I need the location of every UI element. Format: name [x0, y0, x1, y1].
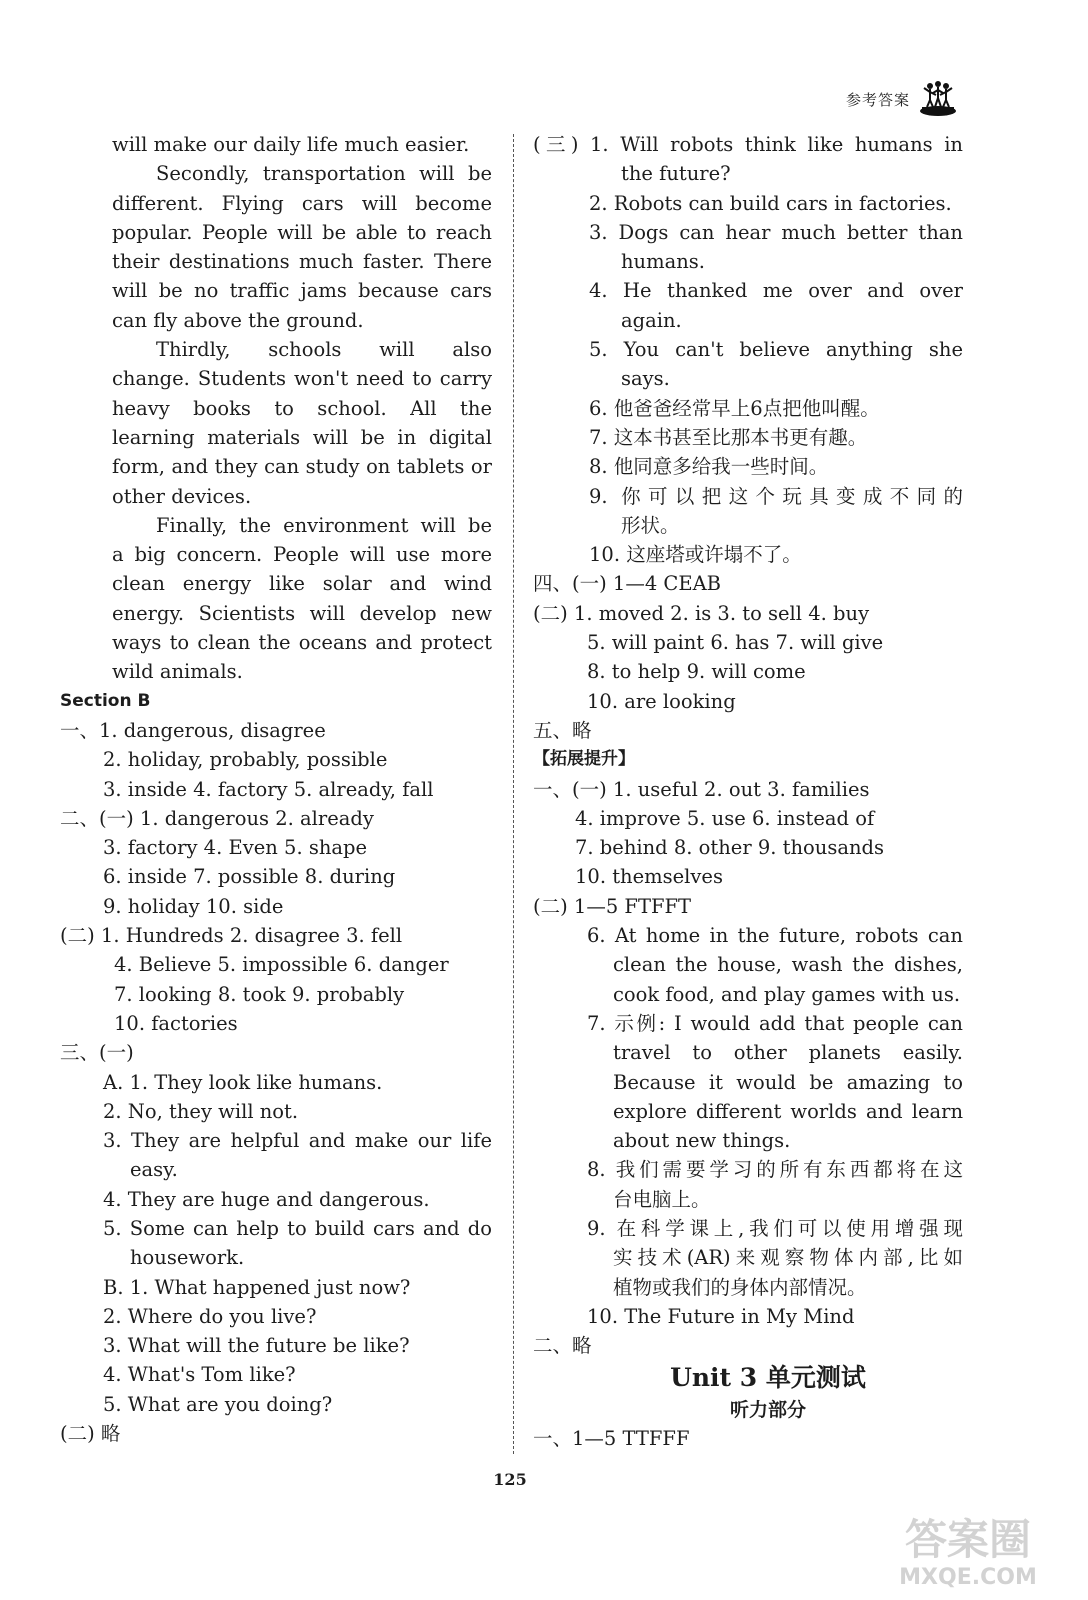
answer-line: clean energy like solar and wind: [112, 572, 492, 596]
answer-line: (二) 略: [60, 1422, 121, 1446]
answer-line: Secondly, transportation will be: [156, 162, 492, 186]
answer-line: again.: [621, 308, 682, 332]
answer-line: will be no traffic jams because cars: [112, 279, 492, 303]
answer-line: 3. factory 4. Even 5. shape: [103, 836, 368, 860]
answer-line: their destinations much faster. There: [112, 250, 492, 274]
answer-line: 一、1. dangerous, disagree: [60, 718, 326, 742]
answer-line: 2. holiday, probably, possible: [103, 748, 388, 772]
answer-line: 4. What's Tom like?: [103, 1363, 296, 1387]
answer-line: (二) 1. Hundreds 2. disagree 3. fell: [60, 924, 403, 948]
header-label: 参考答案: [845, 90, 910, 109]
answer-line: change. Students won't need to carry: [112, 367, 492, 391]
answer-line: B. 1. What happened just now?: [103, 1275, 411, 1299]
answer-line: energy. Scientists will develop new: [112, 601, 492, 625]
answer-line: 8. to help 9. will come: [587, 660, 806, 684]
answer-line: (二) 1—5 FTFFT: [533, 894, 692, 918]
answer-line: 2. Robots can build cars in factories.: [589, 191, 952, 215]
answer-line: 2. No, they will not.: [103, 1099, 299, 1123]
answer-line: the future?: [621, 162, 731, 186]
answer-line: 4. Believe 5. impossible 6. danger: [114, 953, 449, 977]
answer-line: 实技术(AR)来观察物体内部,比如: [613, 1246, 963, 1270]
answer-line: 植物或我们的身体内部情况。: [613, 1275, 867, 1299]
answer-line: 形状。: [621, 513, 680, 537]
answer-line: 8. 他同意多给我一些时间。: [589, 455, 829, 479]
answer-line: easy.: [130, 1158, 178, 1182]
answer-line: clean the house, wash the dishes,: [613, 953, 963, 977]
answer-line: 5. You can't believe anything she: [589, 338, 963, 362]
unit-subtitle: 听力部分: [729, 1399, 806, 1422]
answer-line: 6. inside 7. possible 8. during: [103, 865, 396, 889]
answer-line: 7. behind 8. other 9. thousands: [575, 836, 885, 860]
answer-line: about new things.: [613, 1129, 791, 1153]
answer-line: 3. inside 4. factory 5. already, fall: [103, 777, 434, 801]
answer-line: 4. They are huge and dangerous.: [103, 1187, 430, 1211]
left-column: [60, 130, 492, 1448]
answer-line: 二、略: [533, 1334, 592, 1358]
answer-line: different. Flying cars will become: [112, 191, 492, 215]
answer-line: Thirdly, schools will also: [156, 338, 492, 362]
answer-line: 5. will paint 6. has 7. will give: [587, 631, 884, 655]
answer-line: 一、(一) 1. useful 2. out 3. families: [533, 777, 870, 801]
answer-line: 3. What will the future be like?: [103, 1334, 410, 1358]
answer-line: will make our daily life much easier.: [112, 133, 470, 156]
page-header: [846, 80, 958, 118]
answer-line: 10. The Future in My Mind: [587, 1304, 855, 1328]
answer-line: 5. What are you doing?: [103, 1392, 333, 1416]
answer-line: learning materials will be in digital: [112, 425, 492, 449]
figures-on-pedestal-icon: [918, 80, 958, 118]
answer-line: 2. Where do you live?: [103, 1304, 317, 1328]
answer-line: 4. He thanked me over and over: [589, 279, 963, 303]
answer-line: popular. People will be able to reach: [112, 220, 492, 244]
page-number: 125: [493, 1470, 527, 1489]
answer-line: 10. themselves: [575, 865, 723, 889]
column-divider: [513, 134, 514, 1454]
answer-line: 10. factories: [114, 1011, 238, 1035]
answer-line: Section B: [60, 690, 151, 711]
answer-line: says.: [621, 367, 670, 391]
answer-line: 8. 我们需要学习的所有东西都将在这: [587, 1158, 963, 1182]
answer-line: Because it would be amazing to: [613, 1070, 963, 1094]
answer-line: form, and they can study on tablets or: [112, 455, 492, 479]
answer-line: 四、(一) 1—4 CEAB: [533, 572, 721, 596]
answer-line: can fly above the ground.: [112, 308, 364, 332]
answer-line: a big concern. People will use more: [112, 543, 492, 567]
answer-line: 7. 示例: I would add that people can: [587, 1011, 963, 1035]
answer-line: 10. 这座塔或许塌不了。: [589, 543, 802, 567]
right-column: [533, 130, 963, 1454]
answer-line: 5. Some can help to build cars and do: [103, 1216, 492, 1240]
answer-line: 【拓展提升】: [533, 749, 635, 770]
answer-line: 10. are looking: [587, 689, 736, 713]
answer-line: 7. 这本书甚至比那本书更有趣。: [589, 425, 868, 449]
answer-line: Finally, the environment will be: [156, 513, 492, 537]
answer-line: 三、(一): [60, 1041, 134, 1065]
right-column-lines: [533, 130, 963, 1360]
answer-line: ways to clean the oceans and protect: [112, 631, 492, 655]
watermark-line1: 答案圈: [904, 1515, 1032, 1564]
answer-line: 4. improve 5. use 6. instead of: [575, 806, 875, 830]
answer-line: wild animals.: [112, 660, 243, 684]
answer-line: 9. 在科学课上,我们可以使用增强现: [587, 1216, 963, 1240]
answer-line: heavy books to school. All the: [112, 396, 492, 420]
answer-line: 6. 他爸爸经常早上6点把他叫醒。: [589, 396, 880, 420]
unit-first-line: 一、1—5 TTFFF: [533, 1427, 690, 1451]
answer-line: 9. 你可以把这个玩具变成不同的: [589, 484, 963, 508]
unit-title: Unit 3 单元测试: [670, 1363, 866, 1393]
answer-line: explore different worlds and learn: [613, 1099, 963, 1123]
answer-line: 9. holiday 10. side: [103, 894, 284, 918]
answer-line: cook food, and play games with us.: [613, 982, 961, 1006]
answer-line: travel to other planets easily.: [613, 1041, 963, 1065]
answer-line: other devices.: [112, 484, 252, 508]
answer-line: 二、(一) 1. dangerous 2. already: [60, 806, 374, 830]
watermark-line2: MXQE.COM: [899, 1565, 1037, 1590]
answer-line: 台电脑上。: [613, 1187, 711, 1211]
answer-line: humans.: [621, 250, 705, 274]
answer-line: 3. Dogs can hear much better than: [589, 220, 963, 244]
answer-line: 3. They are helpful and make our life: [103, 1129, 492, 1153]
watermark-logo: [878, 1508, 1058, 1590]
answer-line: 6. At home in the future, robots can: [587, 924, 963, 948]
answer-line: (三) 1. Will robots think like humans in: [533, 133, 963, 156]
answer-line: 五、略: [533, 718, 592, 742]
answer-line: housework.: [130, 1246, 245, 1270]
answer-line: A. 1. They look like humans.: [103, 1070, 383, 1094]
answer-line: 7. looking 8. took 9. probably: [114, 982, 405, 1006]
answer-line: (二) 1. moved 2. is 3. to sell 4. buy: [533, 601, 870, 625]
